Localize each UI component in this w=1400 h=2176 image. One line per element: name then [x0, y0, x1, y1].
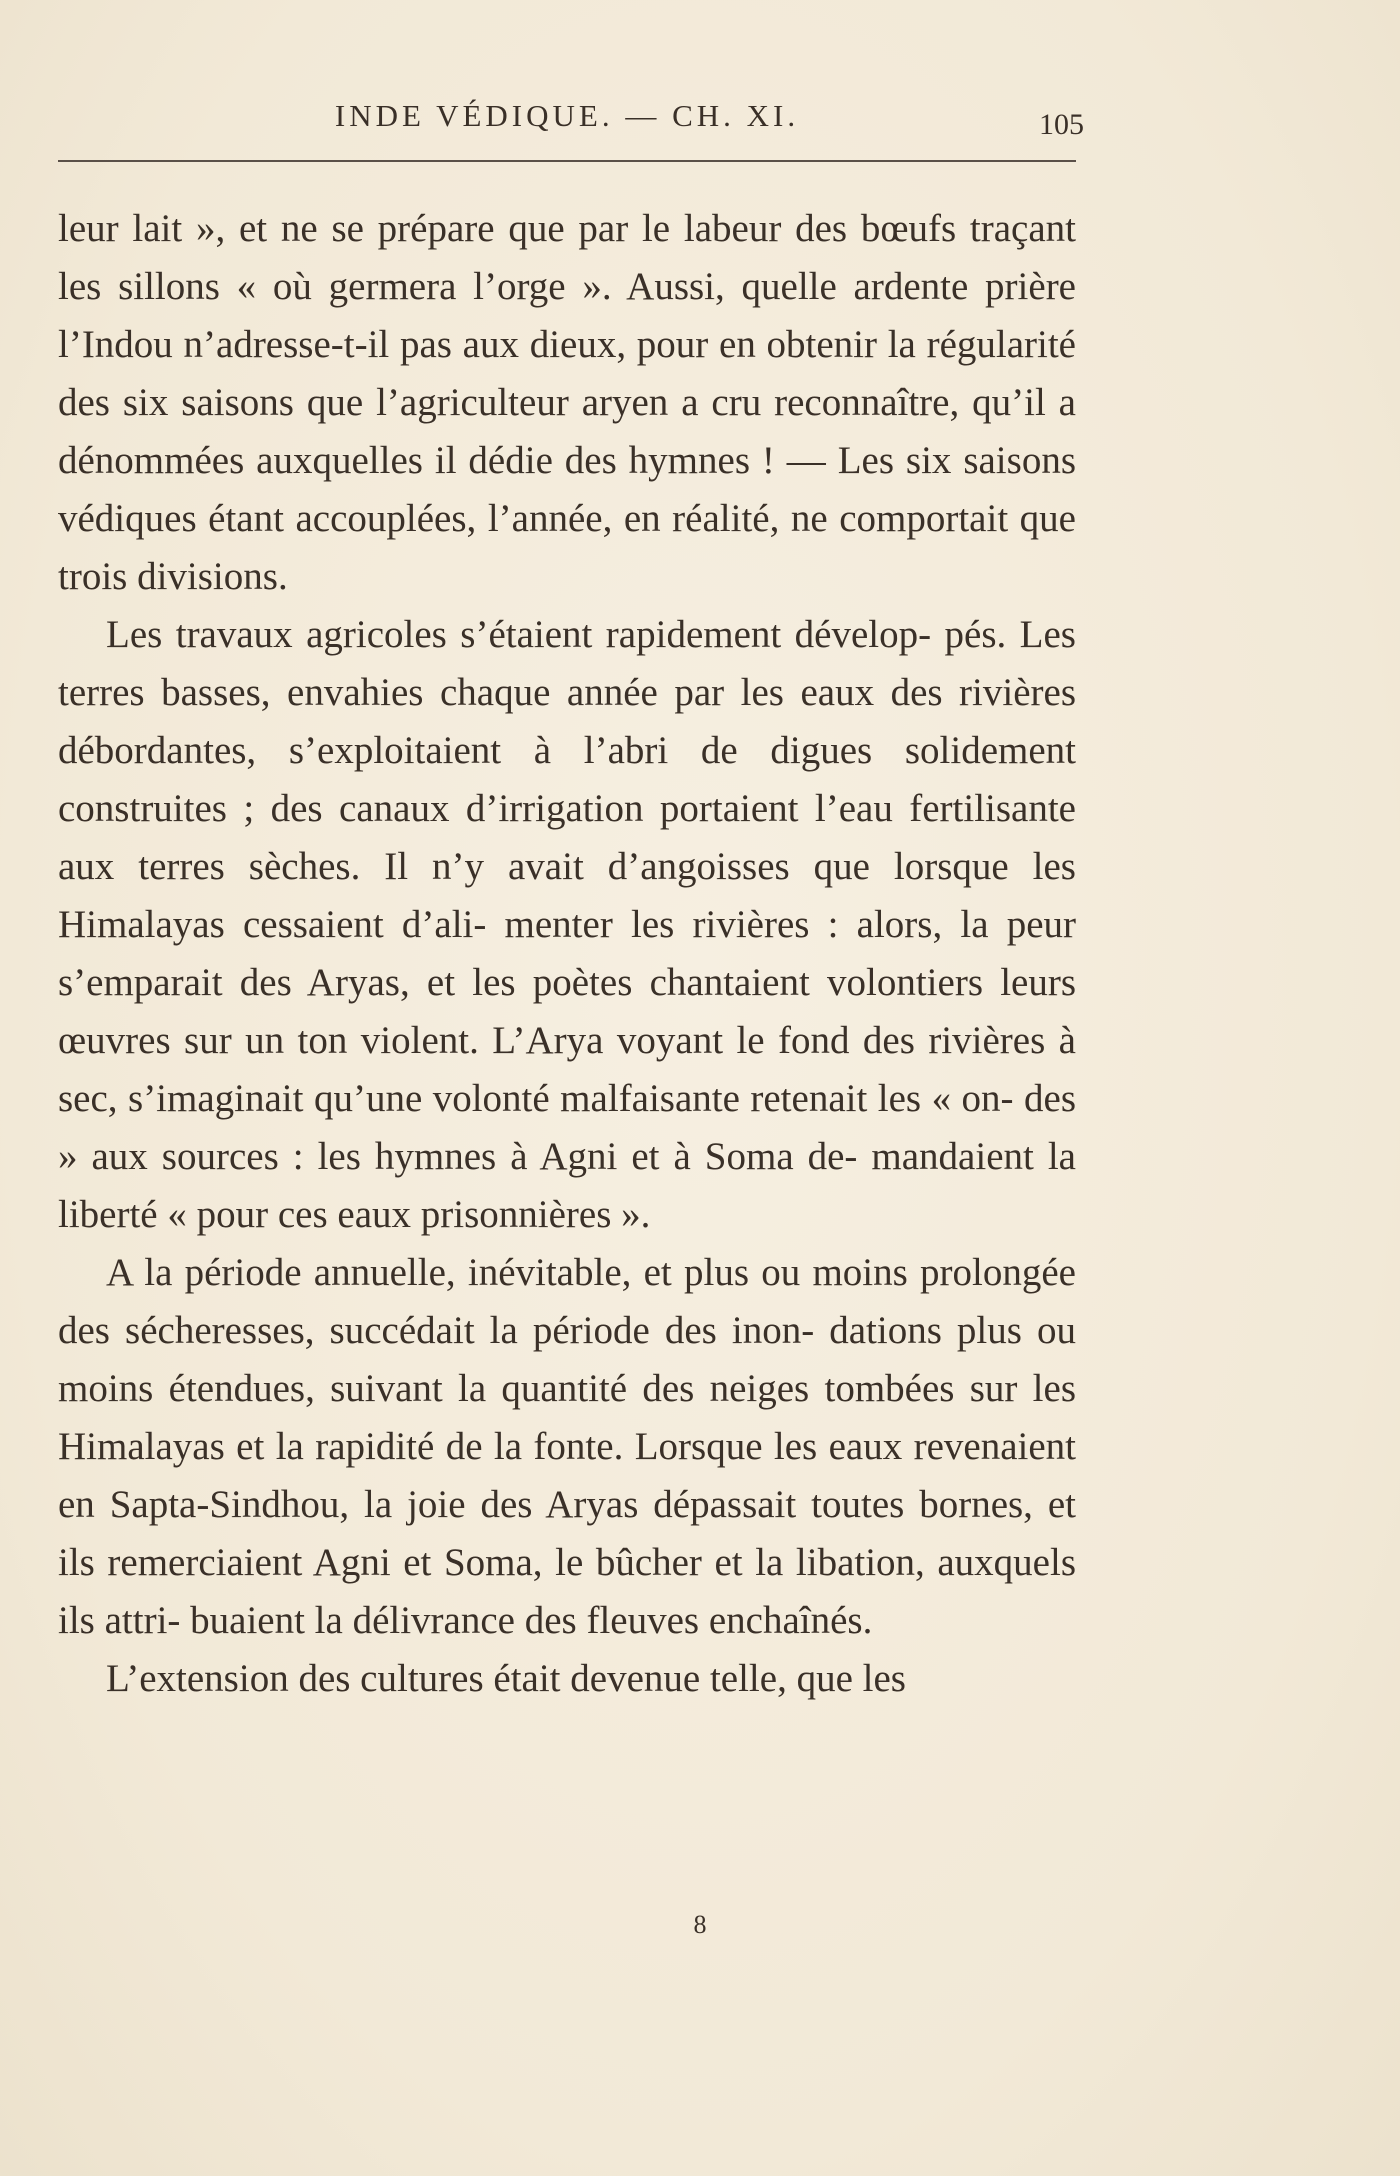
body-text	[58, 200, 1076, 1708]
paragraph-2: Les travaux agricoles s’étaient rapidement dévelop- pés. Les terres basses, envahies chaque année par les eaux des rivières débordantes, s’exploitaient à l’abri de digues solidement construites ; des canaux d’irrigation portaient l’eau fertilisante aux terres sèches. Il n’y avait d’angoisses que lorsque les Himalayas cessaient d’ali- menter les rivières : alors, la peur s’emparait des Aryas, et les poètes chantaient volontiers leurs œuvres sur un ton violent. L’Arya voyant le fond des rivières à sec, s’imaginait qu’une volonté malfaisante retenait les « on- des » aux sources : les hymnes à Agni et à Soma de- mandaient la liberté « pour ces eaux prisonnières ».	[58, 613, 1076, 1236]
running-head	[58, 98, 1084, 148]
header-rule	[58, 160, 1076, 162]
running-title: INDE VÉDIQUE. — CH. XI.	[334, 98, 800, 133]
signature-mark: 8	[693, 1910, 707, 1939]
page-number: 105	[1039, 108, 1084, 141]
paragraph-3: A la période annuelle, inévitable, et plus ou moins prolongée des sécheresses, succédait la période des inon- dations plus ou moins étendues, suivant la quantité des neiges tombées sur les Himalayas et la rapidité de la fonte. Lorsque les eaux revenaient en Sapta-Sindhou, la joie des Aryas dépassait toutes bornes, et ils remerciaient Agni et Soma, le bûcher et la libation, auxquels ils attri- buaient la délivrance des fleuves enchaînés.	[58, 1251, 1076, 1642]
paragraph-4: L’extension des cultures était devenue telle, que les	[106, 1657, 906, 1700]
paragraph-1: leur lait », et ne se prépare que par le labeur des bœufs traçant les sillons « où germera l’orge ». Aussi, quelle ardente prière l’Indou n’adresse-t-il pas aux dieux, pour en obtenir la régularité des six saisons que l’agriculteur aryen a cru reconnaître, qu’il a dénommées auxquelles il dédie des hymnes ! — Les six saisons védiques étant accouplées, l’année, en réalité, ne comportait que trois divisions.	[58, 207, 1076, 598]
